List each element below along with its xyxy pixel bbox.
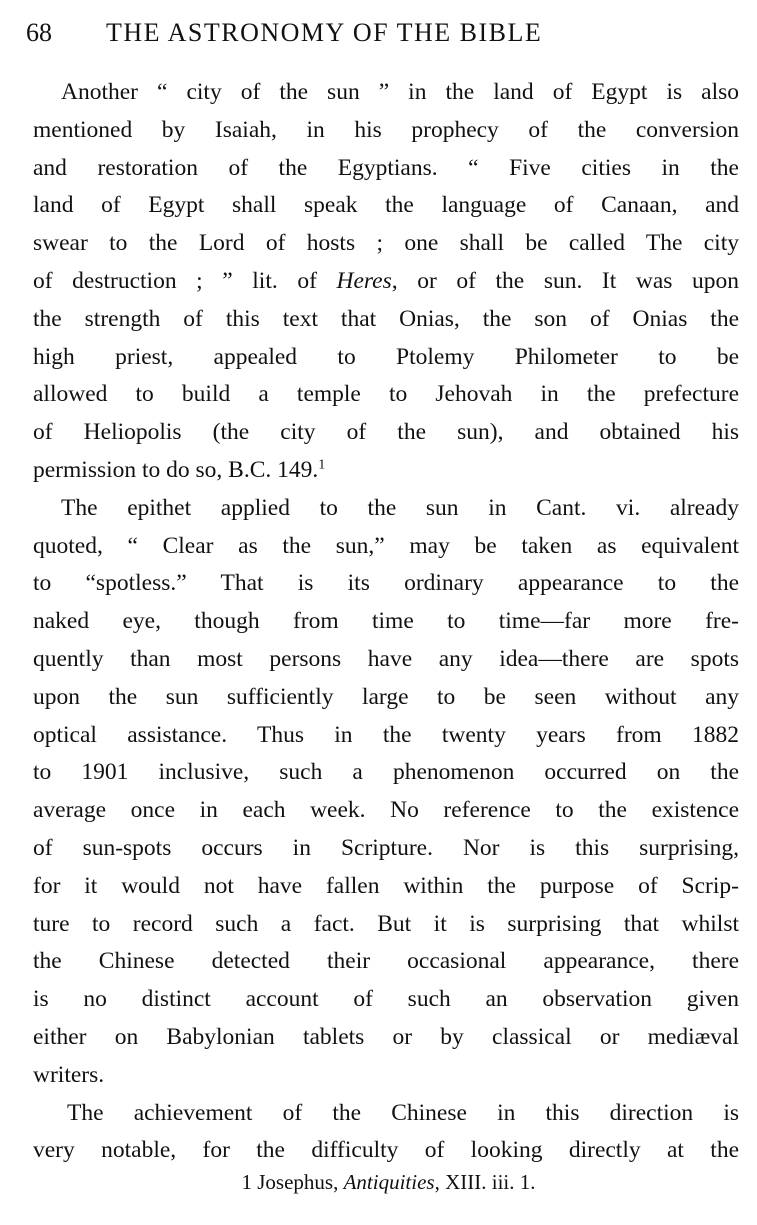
page-number: 68 xyxy=(26,18,52,47)
text-line: optical assistance. Thus in the twenty years from 1882 xyxy=(33,721,739,748)
text-line: quently than most persons have any idea—there are spots xyxy=(33,645,739,672)
footnote: 1 Josephus, Antiquities, XIII. iii. 1. xyxy=(241,1170,536,1194)
text-line: Another “ city of the sun ” in the land of Egypt is also xyxy=(61,79,739,105)
text-line: average once in each week. No reference to the existence xyxy=(33,797,739,824)
text-line: the strength of this text that Onias, the son of Onias the xyxy=(33,305,739,332)
text-line: of destruction ; ” lit. of Heres, or of the sun. It was upon xyxy=(33,267,739,294)
text-line: The achievement of the Chinese in this direction is xyxy=(67,1099,739,1126)
text-line: permission to do so, B.C. 149.$^1$ xyxy=(33,456,326,483)
text-line: either on Babylonian tablets or by classical or mediæval xyxy=(33,1023,739,1050)
text-line: is no distinct account of such an observation given xyxy=(33,986,739,1013)
text-line: high priest, appealed to Ptolemy Philometer to be xyxy=(33,343,739,370)
text-line: of Heliopolis (the city of the sun), and obtained his xyxy=(33,419,739,446)
text-line: mentioned by Isaiah, in his prophecy of the conversion xyxy=(33,116,739,143)
text-line: for it would not have fallen within the purpose of Scrip- xyxy=(33,872,739,899)
text-line: quoted, “ Clear as the sun,” may be taken as equivalent xyxy=(33,532,739,559)
text-line: naked eye, though from time to time—far more fre- xyxy=(33,608,739,635)
text-line: swear to the Lord of hosts ; one shall be called The city xyxy=(33,230,739,257)
text-line: to 1901 inclusive, such a phenomenon occurred on the xyxy=(33,759,739,786)
text-line: very notable, for the difficulty of looking directly at the xyxy=(33,1137,739,1164)
running-header xyxy=(26,16,746,52)
text-line: of sun-spots occurs in Scripture. Nor is this surprising, xyxy=(33,834,739,861)
text-line: upon the sun sufficiently large to be seen without any xyxy=(33,683,739,710)
text-line: allowed to build a temple to Jehovah in the prefecture xyxy=(33,381,739,408)
text-line: ture to record such a fact. But it is surprising that whilst xyxy=(33,910,739,937)
text-line: the Chinese detected their occasional appearance, there xyxy=(33,948,739,975)
text-line: to “spotless.” That is its ordinary appearance to the xyxy=(33,570,739,597)
text-line: The epithet applied to the sun in Cant. vi. already xyxy=(61,494,739,521)
text-line: and restoration of the Egyptians. “ Five cities in the xyxy=(33,154,739,181)
text-line: writers. xyxy=(33,1061,105,1088)
running-title: THE ASTRONOMY OF THE BIBLE xyxy=(106,18,543,47)
page-body xyxy=(33,74,739,1170)
text-line: land of Egypt shall speak the language of Canaan, and xyxy=(33,192,739,219)
